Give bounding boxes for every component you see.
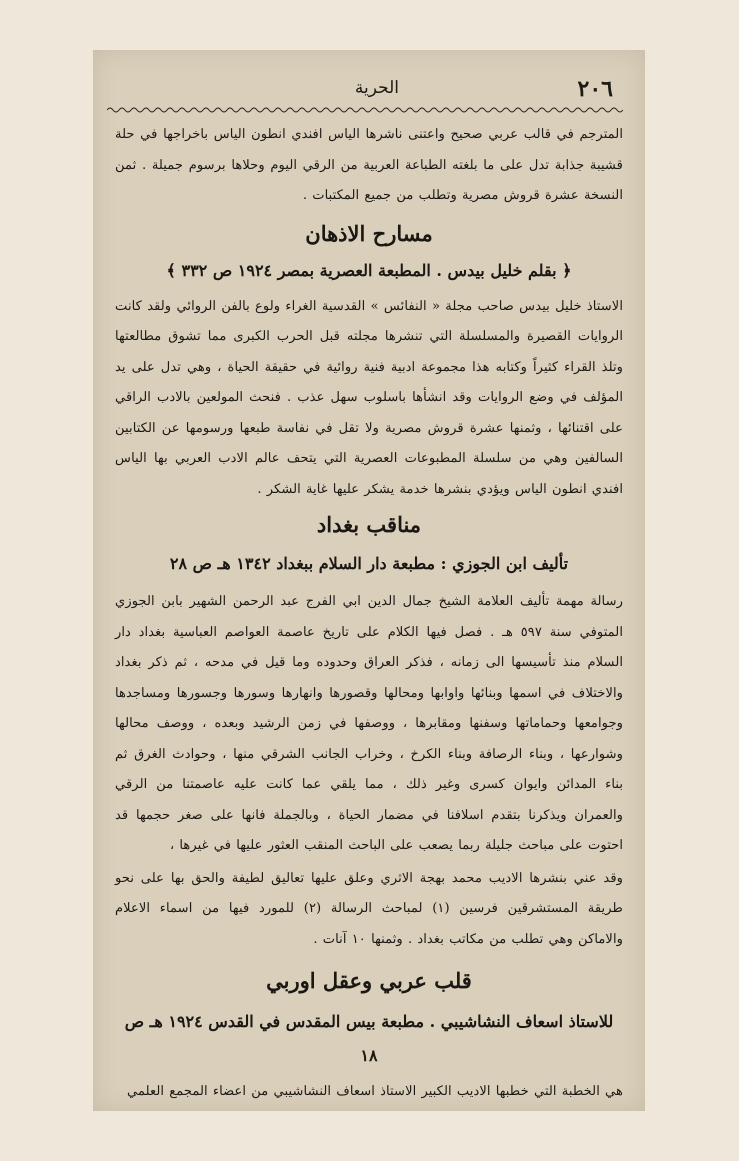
intro-paragraph: المترجم في قالب عربي صحيح واعتنى ناشرها الياس افندي انطون الياس باخراجها في حلة قشيبة جذابة تدل على ما بلغته الطباعة العربية من الرقي اليوم وحلاها برسوم جميلة . ثمن النسخة عشرة قروش مصرية وتطلب من جميع المكتبات . — [115, 127, 623, 203]
book-review-manaqib: رسالة مهمة تأليف العلامة الشيخ جمال الدين ابي الفرج عبد الرحمن الشهير بابن الجوزي المتوفي سنة ٥٩٧ هـ . فصل فيها الكلام على تاريخ عاصمة العواصم العباسية بغداد دار السلام منذ تأسيسها الى زمانه ، فذكر العراق وحدوده وما قيل في مدحه ، ثم ذكر بغداد والاختلاف في اسمها وبنائها واوابها ومحالها وقصورها وانهارها وسورها وجسورها ومساجدها وجوامعها وحماماتها وسفنها ومقابرها ، ووصفها في زمن الرشيد وبعده ، ووصف محالها وشوارعها ، وبناء الرصافة وبناء الكرخ ، وخراب الجانب الشرقي منها ، وحوادث الغرق ثم بناء المدائن وايوان كسرى وغير ذلك ، مما يلقي عما كانت عليه عاصمتنا من الرقي والعمران ويذكرنا بتقدم اسلافنا في مضمار الحياة ، وبالجملة فانها على صغر حجمها قد احتوت على مباحث جليلة ربما يصعب على الباحث المنقب العثور عليها في غيرها ، — [115, 594, 623, 853]
book-title-manaqib: مناقب بغداد — [316, 512, 422, 537]
book-review-masareh: الاستاذ خليل بيدس صاحب مجلة « النفائس » القدسية الغراء ولوع بالفن الروائي ولقد كانت الروايات القصيرة والمسلسلة التي تنشرها مجلته قبل الحرب الكبرى مما تشوق مطالعتها وتلذ القراء كثيراً وكتابه هذا مجموعة ادبية فنية روائية في حقيقة الحياة ، وهي تدل على يد المؤلف في وضع الروايات وقد انشأها باسلوب سهل عذب . فنحث المولعين بالادب الراقي على اقتنائها ، وثمنها عشرة قروش مصرية ولا تقل في نفاسة طبعها ورسومها عن الكتابين السالفين وهي من سلسلة المطبوعات العصرية التي يتحف عالم الادب العربي بها الياس افندي انطون الياس ويؤدي بنشرها خدمة يشكر عليها غاية الشكر . — [115, 298, 623, 497]
book-page — [93, 50, 645, 1111]
page-header — [111, 72, 627, 112]
book-subtitle-masareh: ﴿ بقلم خليل بيدس . المطبعة العصرية بمصر ١٩٢٤ ص ٣٣٢ ﴾ — [166, 260, 572, 280]
book-subtitle-manaqib: تأليف ابن الجوزي : مطبعة دار السلام ببغداد ١٣٤٢ هـ ص ٢٨ — [169, 554, 569, 573]
book-review-qalb: هي الخطبة التي خطبها الاديب الكبير الاستاذ اسعاف النشاشيبي من اعضاء المجمع العلمي — [127, 1084, 623, 1099]
book-review-manaqib-2: وقد عني بنشرها الاديب محمد بهجة الاثري وعلق عليها تعاليق لطيفة والحق بها على نحو طريقة المستشرقين فرسين (١) لمباحث الرسالة (٢) للمورد فيها من اسماء الاعلام والاماكن وهي تطلب من مكاتب بغداد . وثمنها ١٠ آنات . — [115, 870, 623, 947]
book-subtitle-qalb: للاستاذ اسعاف النشاشيبي . مطبعة بيس المقدس في القدس ١٩٢٤ هـ ص ١٨ — [124, 1012, 614, 1065]
article-body — [115, 120, 623, 1108]
book-title-masareh: مسارح الاذهان — [305, 220, 433, 246]
running-head: الحرية — [354, 78, 399, 98]
book-title-qalb: قلب عربي وعقل اوربي — [266, 968, 472, 993]
page-number: ٢٠٦ — [577, 76, 613, 102]
wavy-divider — [107, 106, 623, 114]
